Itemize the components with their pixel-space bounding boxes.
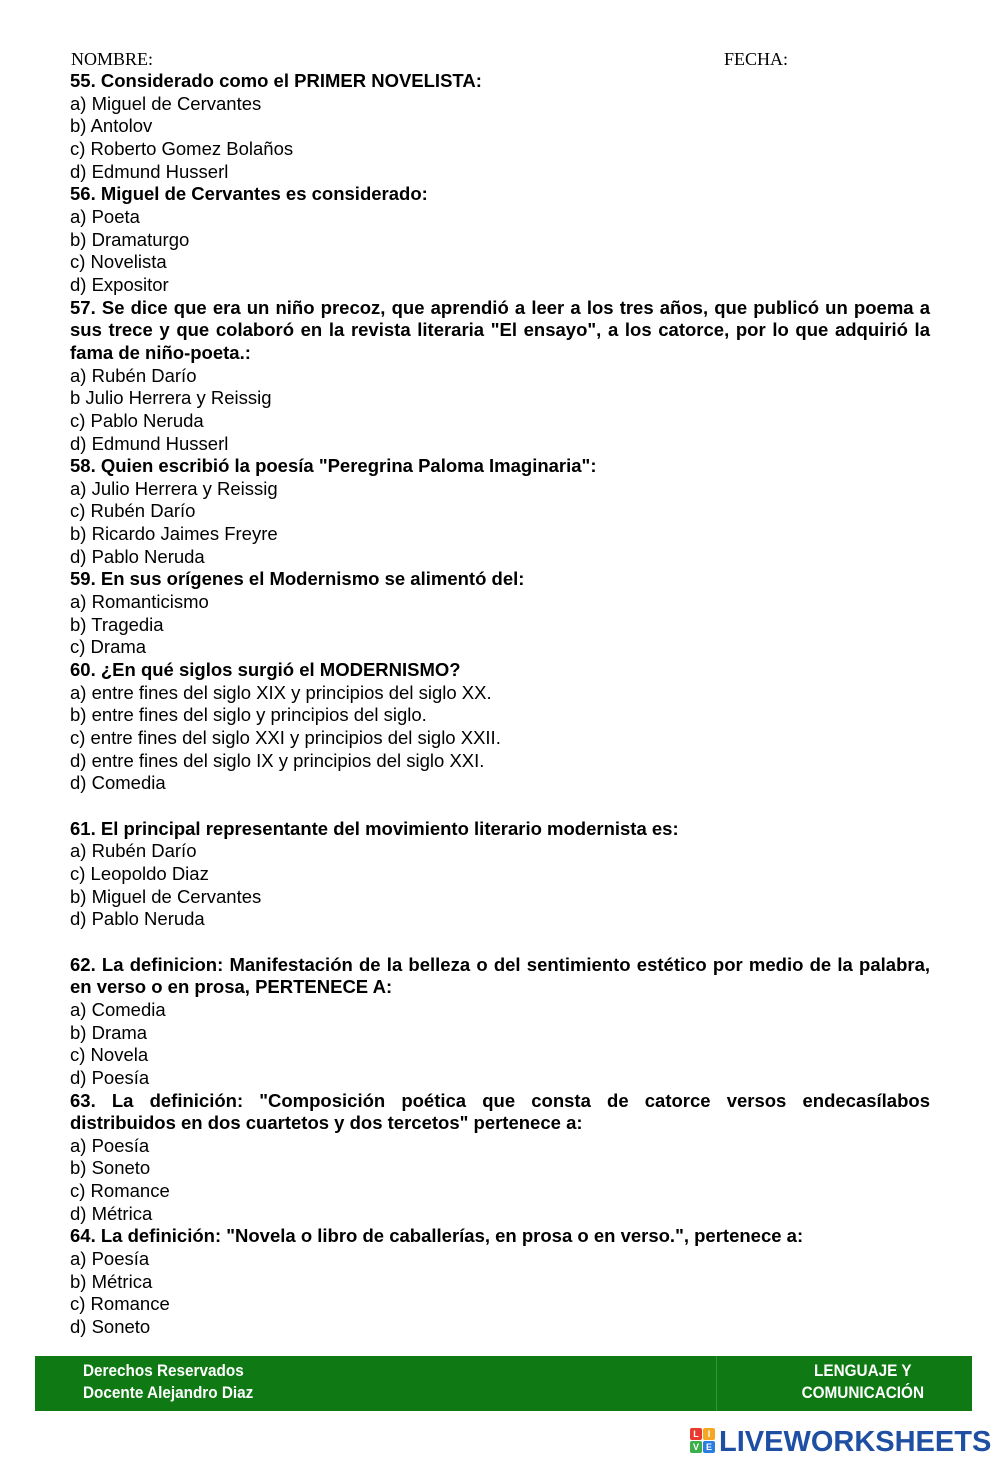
footer-subject-line2: COMUNICACIÓN xyxy=(801,1383,924,1402)
answer-option: b) Dramaturgo xyxy=(70,228,190,250)
answer-option: d) Métrica xyxy=(70,1202,153,1224)
answer-option: c) Drama xyxy=(70,636,147,658)
answer-option: c) entre fines del siglo XXI y principios del siglo XXII. xyxy=(70,727,501,749)
question-text: 60. ¿En qué siglos surgió el MODERNISMO? xyxy=(70,659,461,681)
answer-option: a) Julio Herrera y Reissig xyxy=(70,477,278,499)
footer-subject xyxy=(802,1360,924,1404)
answer-option: b Julio Herrera y Reissig xyxy=(70,387,272,409)
answer-option: b) Métrica xyxy=(70,1270,153,1292)
answer-option: b) Antolov xyxy=(70,115,153,137)
liveworksheets-brand[interactable] xyxy=(690,1424,990,1460)
question-text: 61. El principal representante del movimiento literario modernista es: xyxy=(70,817,679,839)
footer-teacher: Docente Alejandro Diaz xyxy=(83,1383,254,1402)
answer-option: a) Poesía xyxy=(70,1248,150,1270)
footer-credits xyxy=(83,1360,253,1404)
question-list xyxy=(70,70,930,1339)
question-text: 62. La definicion: Manifestación de la belleza o del sentimiento estético por medio de la palabra, en verso o en prosa, PERTENECE A: xyxy=(70,953,930,998)
answer-option: c) Novela xyxy=(70,1044,149,1066)
answer-option: a) Rubén Darío xyxy=(70,364,197,386)
blank-line xyxy=(70,931,930,954)
header xyxy=(71,48,931,70)
footer-subject-line1: LENGUAJE Y xyxy=(814,1361,912,1380)
answer-option: c) Roberto Gomez Bolaños xyxy=(70,137,294,159)
answer-option: c) Leopoldo Diaz xyxy=(70,862,209,884)
answer-option: c) Romance xyxy=(70,1180,170,1202)
question-text: 55. Considerado como el PRIMER NOVELISTA: xyxy=(70,70,482,91)
logo-letter-v: V xyxy=(690,1441,702,1453)
answer-option: a) Poeta xyxy=(70,205,140,227)
footer-divider xyxy=(716,1356,717,1411)
answer-option: b) entre fines del siglo y principios del siglo. xyxy=(70,704,427,726)
question-text: 58. Quien escribió la poesía "Peregrina Paloma Imaginaria": xyxy=(70,455,597,477)
answer-option: a) Rubén Darío xyxy=(70,840,197,862)
answer-option: d) Soneto xyxy=(70,1316,151,1338)
answer-option: d) entre fines del siglo IX y principios del siglo XXI. xyxy=(70,749,485,771)
answer-option: d) Edmund Husserl xyxy=(70,160,229,182)
question-text: 56. Miguel de Cervantes es considerado: xyxy=(70,183,428,205)
answer-option: d) Expositor xyxy=(70,273,169,295)
nombre-label: NOMBRE: xyxy=(71,49,154,69)
fecha-label: FECHA: xyxy=(724,49,789,69)
answer-option: c) Novelista xyxy=(70,251,167,273)
answer-option: a) Miguel de Cervantes xyxy=(70,92,262,114)
answer-option: d) Pablo Neruda xyxy=(70,908,205,930)
footer-rights: Derechos Reservados xyxy=(83,1361,244,1380)
question-text: 64. La definición: "Novela o libro de caballerías, en prosa o en verso.", pertenece a: xyxy=(70,1225,804,1247)
answer-option: c) Rubén Darío xyxy=(70,500,196,522)
question-text: 63. La definición: "Composición poética que consta de catorce versos endecasílabos distribuidos en dos cuartetos y dos tercetos" pertenece a: xyxy=(70,1089,930,1134)
answer-option: d) Edmund Husserl xyxy=(70,432,229,454)
answer-option: a) Poesía xyxy=(70,1134,150,1156)
answer-option: b) Ricardo Jaimes Freyre xyxy=(70,523,278,545)
logo-letter-e: E xyxy=(703,1441,715,1453)
answer-option: d) Comedia xyxy=(70,772,166,794)
answer-option: d) Pablo Neruda xyxy=(70,545,205,567)
blank-line xyxy=(70,795,930,818)
logo-letter-l: L xyxy=(690,1428,702,1440)
answer-option: b) Soneto xyxy=(70,1157,151,1179)
question-text: 59. En sus orígenes el Modernismo se alimentó del: xyxy=(70,568,525,590)
liveworksheets-wordmark: LIVEWORKSHEETS xyxy=(719,1426,992,1458)
logo-letter-i: I xyxy=(703,1428,715,1440)
answer-option: b) Tragedia xyxy=(70,613,164,635)
answer-option: c) Romance xyxy=(70,1293,170,1315)
answer-option: d) Poesía xyxy=(70,1066,150,1088)
answer-option: a) entre fines del siglo XIX y principios del siglo XX. xyxy=(70,681,492,703)
liveworksheets-logo-icon xyxy=(690,1428,716,1454)
footer-bar xyxy=(35,1356,972,1411)
answer-option: b) Drama xyxy=(70,1021,148,1043)
question-text: 57. Se dice que era un niño precoz, que aprendió a leer a los tres años, que publicó un poema a sus trece y que colaboró en la revista literaria "El ensayo", a los catorce, por lo que adquirió la fama de niño-poeta.: xyxy=(70,296,930,363)
answer-option: a) Comedia xyxy=(70,998,166,1020)
answer-option: c) Pablo Neruda xyxy=(70,409,204,431)
answer-option: b) Miguel de Cervantes xyxy=(70,885,262,907)
answer-option: a) Romanticismo xyxy=(70,591,209,613)
